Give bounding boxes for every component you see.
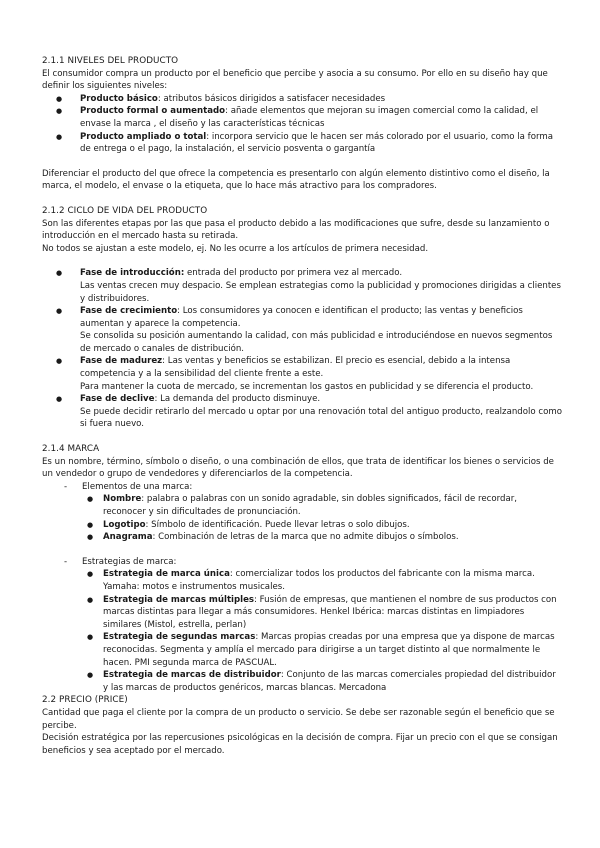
item-term: Fase de crecimiento [80, 306, 178, 317]
item-extra: Se puede decidir retirarlo del mercado u optar por una renovación total del antiguo producto, realzandolo como si fuera nuevo. [80, 406, 562, 430]
section-title-ciclo: 2.1.2 CICLO DE VIDA DEL PRODUCTO [42, 205, 208, 216]
strategies-list [42, 568, 562, 694]
item-text: : Símbolo de identificación. Puede llevar letras o solo dibujos. [145, 519, 410, 530]
precio-p1: Cantidad que paga el cliente por la compra de un producto o servicio. Se debe ser razonable según el beneficio que se percibe. [42, 707, 555, 731]
fases-list [42, 267, 562, 431]
item-text: : Los consumidores ya conocen e identifican el producto; las ventas y beneficios aumentan y aparece la competencia. [80, 306, 523, 329]
item-term: Fase de introducción: [80, 268, 185, 279]
item-term: Nombre [103, 494, 142, 505]
list-item [42, 519, 562, 532]
list-item [42, 594, 562, 632]
item-text: : La demanda del producto disminuye. [154, 394, 321, 405]
section-title-precio: 2.2 PRECIO (PRICE) [42, 695, 128, 706]
item-text: : comercializar todos los productos del fabricante con la misma marca. Yamaha: motos e instrumentos musicales. [103, 569, 535, 592]
item-term: Logotipo [103, 519, 146, 530]
item-text: : atributos básicos dirigidos a satisfacer necesidades [157, 93, 386, 104]
ciclo-note: No todos se ajustan a este modelo, ej. No les ocurre a los artículos de primera necesidad. [42, 243, 429, 254]
list-item [42, 568, 562, 593]
item-text: : Combinación de letras de la marca que no admite dibujos o símbolos. [152, 532, 459, 543]
item-term: Producto básico [80, 93, 158, 104]
elements-list [42, 493, 562, 543]
item-extra: Las ventas crecen muy despacio. Se emplean estrategias como la publicidad y promociones dirigidas a clientes y distribuidores. [80, 280, 561, 304]
item-extra: Se consolida su posición aumentando la calidad, con más publicidad e introduciéndose en nuevos segmentos de mercado o canales de distribución. [80, 331, 553, 354]
ciclo-intro: Son las diferentes etapas por las que pasa el producto debido a las modificaciones que sufre, desde su lanzamiento o introducción en el mercado hasta su retirada. [42, 218, 550, 242]
item-extra: Para mantener la cuota de mercado, se incrementan los gastos en publicidad y se diferencia el producto. [80, 381, 534, 392]
item-text: : palabra o palabras con un sonido agradable, sin dobles significados, fácil de recordar, reconocer y sin dificultades de pronunciación. [103, 494, 518, 517]
precio-p2: Decisión estratégica por las repercusiones psicológicas en la decisión de compra. Fijar un precio con el que se consigan beneficios y sea aceptado por el mercado. [42, 733, 558, 756]
item-term: Estrategia de marcas múltiples [103, 594, 255, 605]
elements-label: Elementos de una marca: [82, 481, 193, 492]
section-title-niveles: 2.1.1 NIVELES DEL PRODUCTO [42, 56, 179, 66]
niveles-outro: Diferenciar el producto del que ofrece la competencia es presentarlo con algún elemento distintivo como el diseño, la marca, el modelo, el envase o la etiqueta, que lo hace más atractivo para los compradores. [42, 168, 550, 192]
list-item [42, 493, 562, 518]
item-text: : Marcas propias creadas por una empresa que ya dispone de marcas reconocidas. Segmenta y amplía el mercado para dirigirse a un target distinto al que normalmente le hacen. PMI segunda marca de PASCUAL. [103, 632, 555, 668]
item-term: Estrategia de marcas de distribuidor [103, 670, 281, 681]
niveles-intro: El consumidor compra un producto por el beneficio que percibe y asocia a su consumo. Por ello en su diseño hay que definir los siguientes niveles: [42, 68, 548, 92]
list-item [42, 481, 562, 556]
list-item [42, 105, 562, 130]
item-term: Estrategia de segundas marcas [103, 632, 256, 643]
item-text: : Conjunto de las marcas comerciales propiedad del distribuidor y las marcas de productos genéricos, marcas blancas. Mercadona [103, 670, 556, 693]
list-item [42, 131, 562, 156]
marca-intro: Es un nombre, término, símbolo o diseño, o una combinación de ellos, que trata de identificar los bienes o servicios de un vendedor o grupo de vendedores y diferenciarlos de la competencia. [42, 456, 554, 480]
item-text: : añade elementos que mejoran su imagen comercial como la calidad, el envase la marca , el diseño y las características técnicas [80, 106, 539, 129]
section-title-marca: 2.1.4 MARCA [42, 444, 100, 455]
list-item [42, 355, 562, 393]
item-text: : Fusión de empresas, que mantienen el nombre de sus productos con marcas distintas para llegar a más consumidores. Henkel Ibérica: marcas distintas en limpiadores similares (Mistol, estrella, perlan) [103, 594, 557, 630]
item-text: entrada del producto por primera vez al mercado. [184, 268, 403, 279]
list-item [42, 393, 562, 431]
list-item [42, 631, 562, 669]
item-term: Producto ampliado o total [80, 131, 207, 142]
list-item [42, 669, 562, 694]
list-item [42, 305, 562, 355]
list-item [42, 93, 562, 106]
item-text: : incorpora servicio que le hacen ser más colorado por el usuario, como la forma de entrega o el pago, la instalación, el servicio posventa o gargantía [80, 131, 553, 155]
item-text: : Las ventas y beneficios se estabilizan. El precio es esencial, debido a la intensa competencia y a la sensibilidad del cliente frente a este. [80, 356, 511, 380]
marca-dash-list [42, 481, 562, 695]
item-term: Producto formal o aumentado [80, 106, 226, 117]
list-item [42, 531, 562, 544]
item-term: Fase de declive [80, 394, 155, 405]
item-term: Fase de madurez [80, 356, 163, 367]
list-item [42, 556, 562, 695]
item-term: Anagrama [103, 532, 153, 543]
list-item [42, 267, 562, 305]
item-term: Estrategia de marca única [103, 569, 230, 580]
niveles-list [42, 93, 562, 156]
strategies-label: Estrategias de marca: [82, 556, 177, 567]
